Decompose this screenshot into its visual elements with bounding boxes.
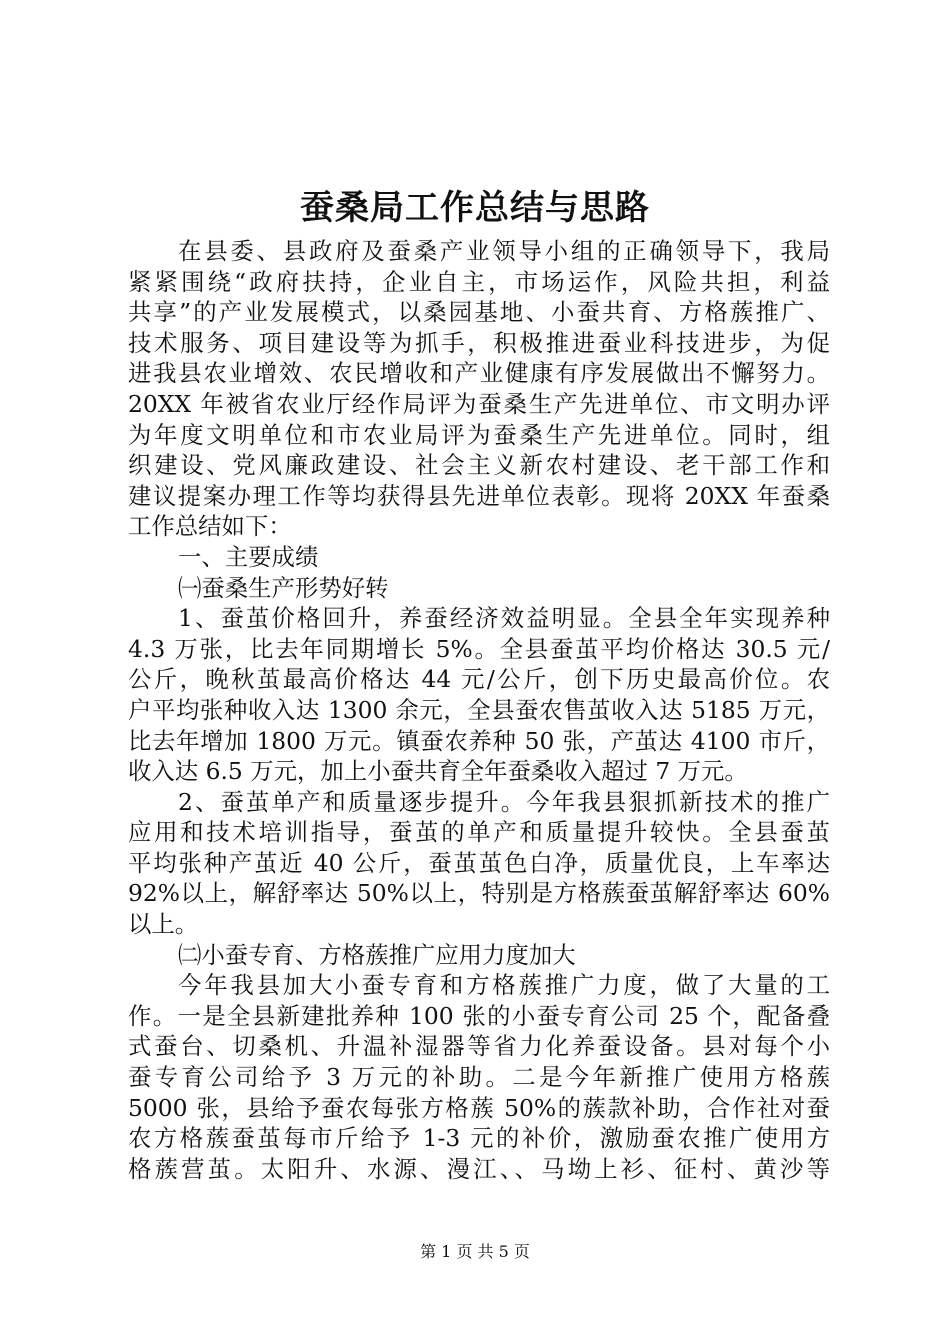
section-heading: 一、主要成绩 [178,542,319,571]
text-line: 公斤，晚秋茧最高价格达 44 元/公斤，创下历史最高价位。农 [128,665,830,694]
text-line: 工作总结如下： [128,512,292,541]
text-line: 式蚕台、切桑机、升温补湿器等省力化养蚕设备。县对每个小 [128,1032,830,1061]
text-line: 平均张种产茧近 40 公斤，蚕茧茧色白净，质量优良，上车率达 [128,848,830,877]
page-indicator: 第 1 页 共 5 页 [420,1242,530,1261]
text-line: 应用和技术培训指导，蚕茧的单产和质量提升较快。全县蚕茧 [128,818,830,847]
text-line: 户平均张种收入达 1300 余元，全县蚕农售茧收入达 5185 万元， [128,695,830,724]
document-title: 蚕桑局工作总结与思路 [300,188,650,228]
text-line: 作。一是全县新建批养种 100 张的小蚕专育公司 25 个，配备叠 [128,1001,830,1030]
text-line: 建议提案办理工作等均获得县先进单位表彰。现将 20XX 年蚕桑 [128,481,830,510]
text-line: 1、蚕茧价格回升，养蚕经济效益明显。全县全年实现养种 [178,604,830,633]
text-line: 织建设、党风廉政建设、社会主义新农村建设、老干部工作和 [128,451,830,480]
text-line: 以上。 [128,910,199,939]
text-line: 紧紧围绕“政府扶持，企业自主，市场运作，风险共担，利益 [128,267,830,296]
text-line: 收入达 6.5 万元，加上小蚕共育全年蚕桑收入超过 7 万元。 [128,757,748,786]
text-line: 4.3 万张，比去年同期增长 5%。全县蚕茧平均价格达 30.5 元/ [128,634,830,663]
text-line: 技术服务、项目建设等为抓手，积极推进蚕业科技进步，为促 [128,328,830,357]
text-line: 格蔟营茧。太阳升、水源、漫江、、马坳上衫、征村、黄沙等 [128,1154,830,1183]
document-body [128,236,830,1184]
text-line: 共享”的产业发展模式，以桑园基地、小蚕共育、方格蔟推广、 [128,298,830,327]
text-line: 为年度文明单位和市农业局评为蚕桑生产先进单位。同时，组 [128,420,830,449]
text-line: 5000 张，县给予蚕农每张方格蔟 50%的蔟款补助，合作社对蚕 [128,1093,830,1122]
text-line: 农方格蔟蚕茧每市斤给予 1-3 元的补价，激励蚕农推广使用方 [128,1124,830,1153]
subsection-heading: ㈠蚕桑生产形势好转 [178,573,389,602]
text-line: 2、蚕茧单产和质量逐步提升。今年我县狠抓新技术的推广 [178,787,830,816]
text-line: 今年我县加大小蚕专育和方格蔟推广力度，做了大量的工 [178,971,830,1000]
text-line: 蚕专育公司给予 3 万元的补助。二是今年新推广使用方格蔟 [128,1063,830,1092]
text-line: 比去年增加 1800 万元。镇蚕农养种 50 张，产茧达 4100 市斤， [128,726,830,755]
subsection-heading: ㈡小蚕专育、方格蔟推广应用力度加大 [178,940,576,969]
text-line: 20XX 年被省农业厅经作局评为蚕桑生产先进单位、市文明办评 [128,389,830,418]
text-line: 进我县农业增效、农民增收和产业健康有序发展做出不懈努力。 [128,359,830,388]
text-line: 在县委、县政府及蚕桑产业领导小组的正确领导下，我局 [178,237,830,265]
text-line: 92%以上，解舒率达 50%以上，特别是方格蔟蚕茧解舒率达 60% [128,879,830,908]
